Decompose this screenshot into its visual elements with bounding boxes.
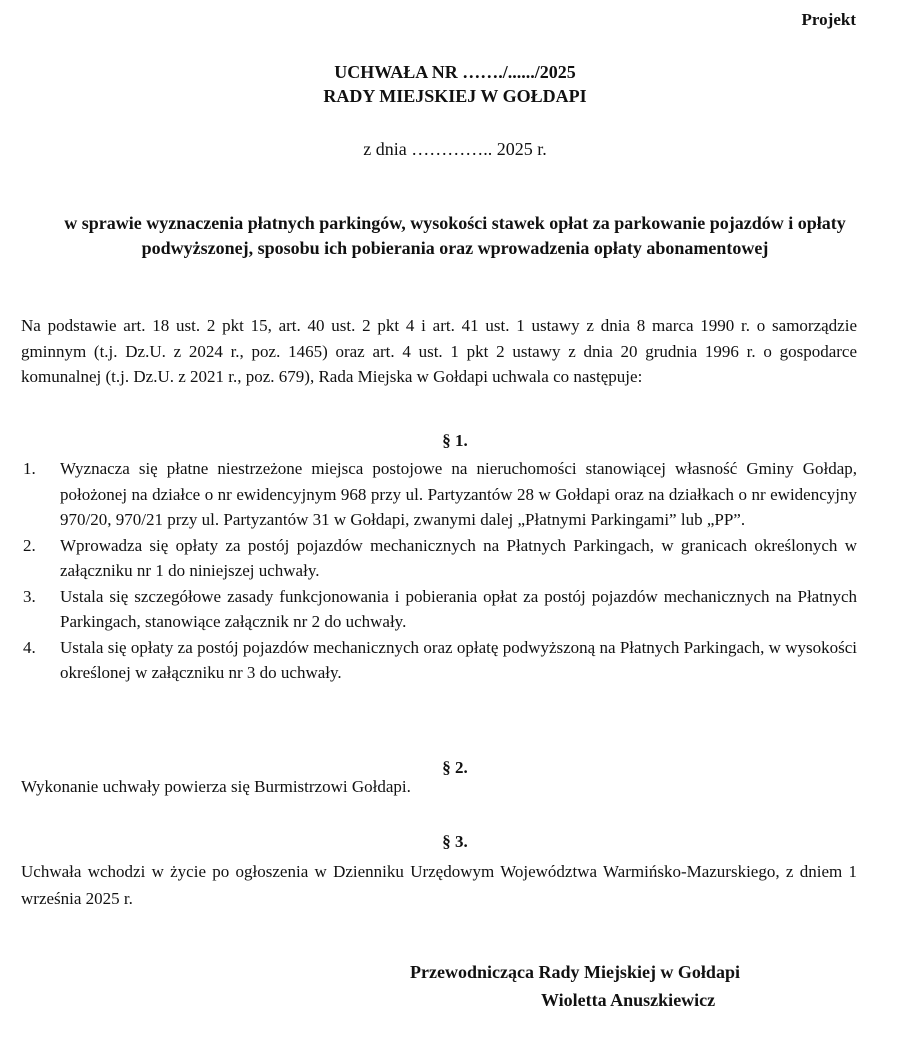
list-item [21, 533, 857, 584]
list-item-text: Wprowadza się opłaty za postój pojazdów mechanicznych na Płatnych Parkingach, w granicach określonych w załączniku nr 1 do niniejszej uchwały. [60, 535, 857, 580]
section-2-text: Wykonanie uchwały powierza się Burmistrzowi Gołdapi. [21, 777, 411, 796]
section-1-heading: § 1. [442, 431, 468, 450]
signatory-name: Wioletta Anuszkiewicz [541, 990, 716, 1010]
list-item-text: Ustala się opłaty za postój pojazdów mechanicznych oraz opłatę podwyższoną na Płatnych Parkingach, w wysokości określonej w załączniku nr 3 do uchwały. [60, 637, 857, 682]
section-1-list [21, 456, 857, 686]
list-item-number: 4. [23, 637, 36, 657]
list-item [21, 584, 857, 635]
signatory-role: Przewodnicząca Rady Miejskiej w Gołdapi [410, 962, 740, 982]
list-item [21, 635, 857, 686]
section-2-heading: § 2. [442, 758, 468, 777]
section-3-text: Uchwała wchodzi w życie po ogłoszenia w Dzienniku Urzędowym Województwa Warmińsko-Mazurskiego, z dniem 1 września 2025 r. [21, 862, 857, 908]
legal-basis-preamble: Na podstawie art. 18 ust. 2 pkt 15, art. 40 ust. 2 pkt 4 i art. 41 ust. 1 ustawy z dnia 8 marca 1990 r. o samorządzie gminnym (t.j. Dz.U. z 2024 r., poz. 1465) oraz art. 4 ust. 1 pkt 2 ustawy z dnia 20 grudnia 1996 r. o gospodarce komunalnej (t.j. Dz.U. z 2021 r., poz. 679), Rada Miejska w Gołdapi uchwala co następuje: [21, 316, 857, 386]
list-item [21, 456, 857, 533]
resolution-title: UCHWAŁA NR ……./....../2025 [334, 62, 576, 82]
resolution-subject: w sprawie wyznaczenia płatnych parkingów, wysokości stawek opłat za parkowanie pojazdów i opłaty podwyższonej, sposobu ich pobierania oraz wprowadzenia opłaty abonamentowej [64, 213, 846, 258]
resolution-date: z dnia ………….. 2025 r. [363, 139, 547, 159]
list-item-text: Ustala się szczegółowe zasady funkcjonowania i pobierania opłat za postój pojazdów mechanicznych na Płatnych Parkingach, stanowiące załącznik nr 2 do uchwały. [60, 586, 857, 631]
list-item-text: Wyznacza się płatne niestrzeżone miejsca postojowe na nieruchomości stanowiącej własność Gminy Gołdap, położonej na działce o nr ewidencyjnym 968 przy ul. Partyzantów 28 w Gołdapi oraz na działkach o nr ewidencyjny 970/20, 970/21 przy ul. Partyzantów 31 w Gołdapi, zwanymi dalej „Płatnymi Parkingami” lub „PP”. [60, 459, 857, 529]
draft-label: Projekt [801, 10, 856, 29]
list-item-number: 3. [23, 586, 36, 606]
list-item-number: 1. [23, 459, 36, 478]
list-item-number: 2. [23, 535, 36, 555]
council-name: RADY MIEJSKIEJ W GOŁDAPI [323, 86, 587, 106]
section-3-heading: § 3. [442, 832, 468, 851]
